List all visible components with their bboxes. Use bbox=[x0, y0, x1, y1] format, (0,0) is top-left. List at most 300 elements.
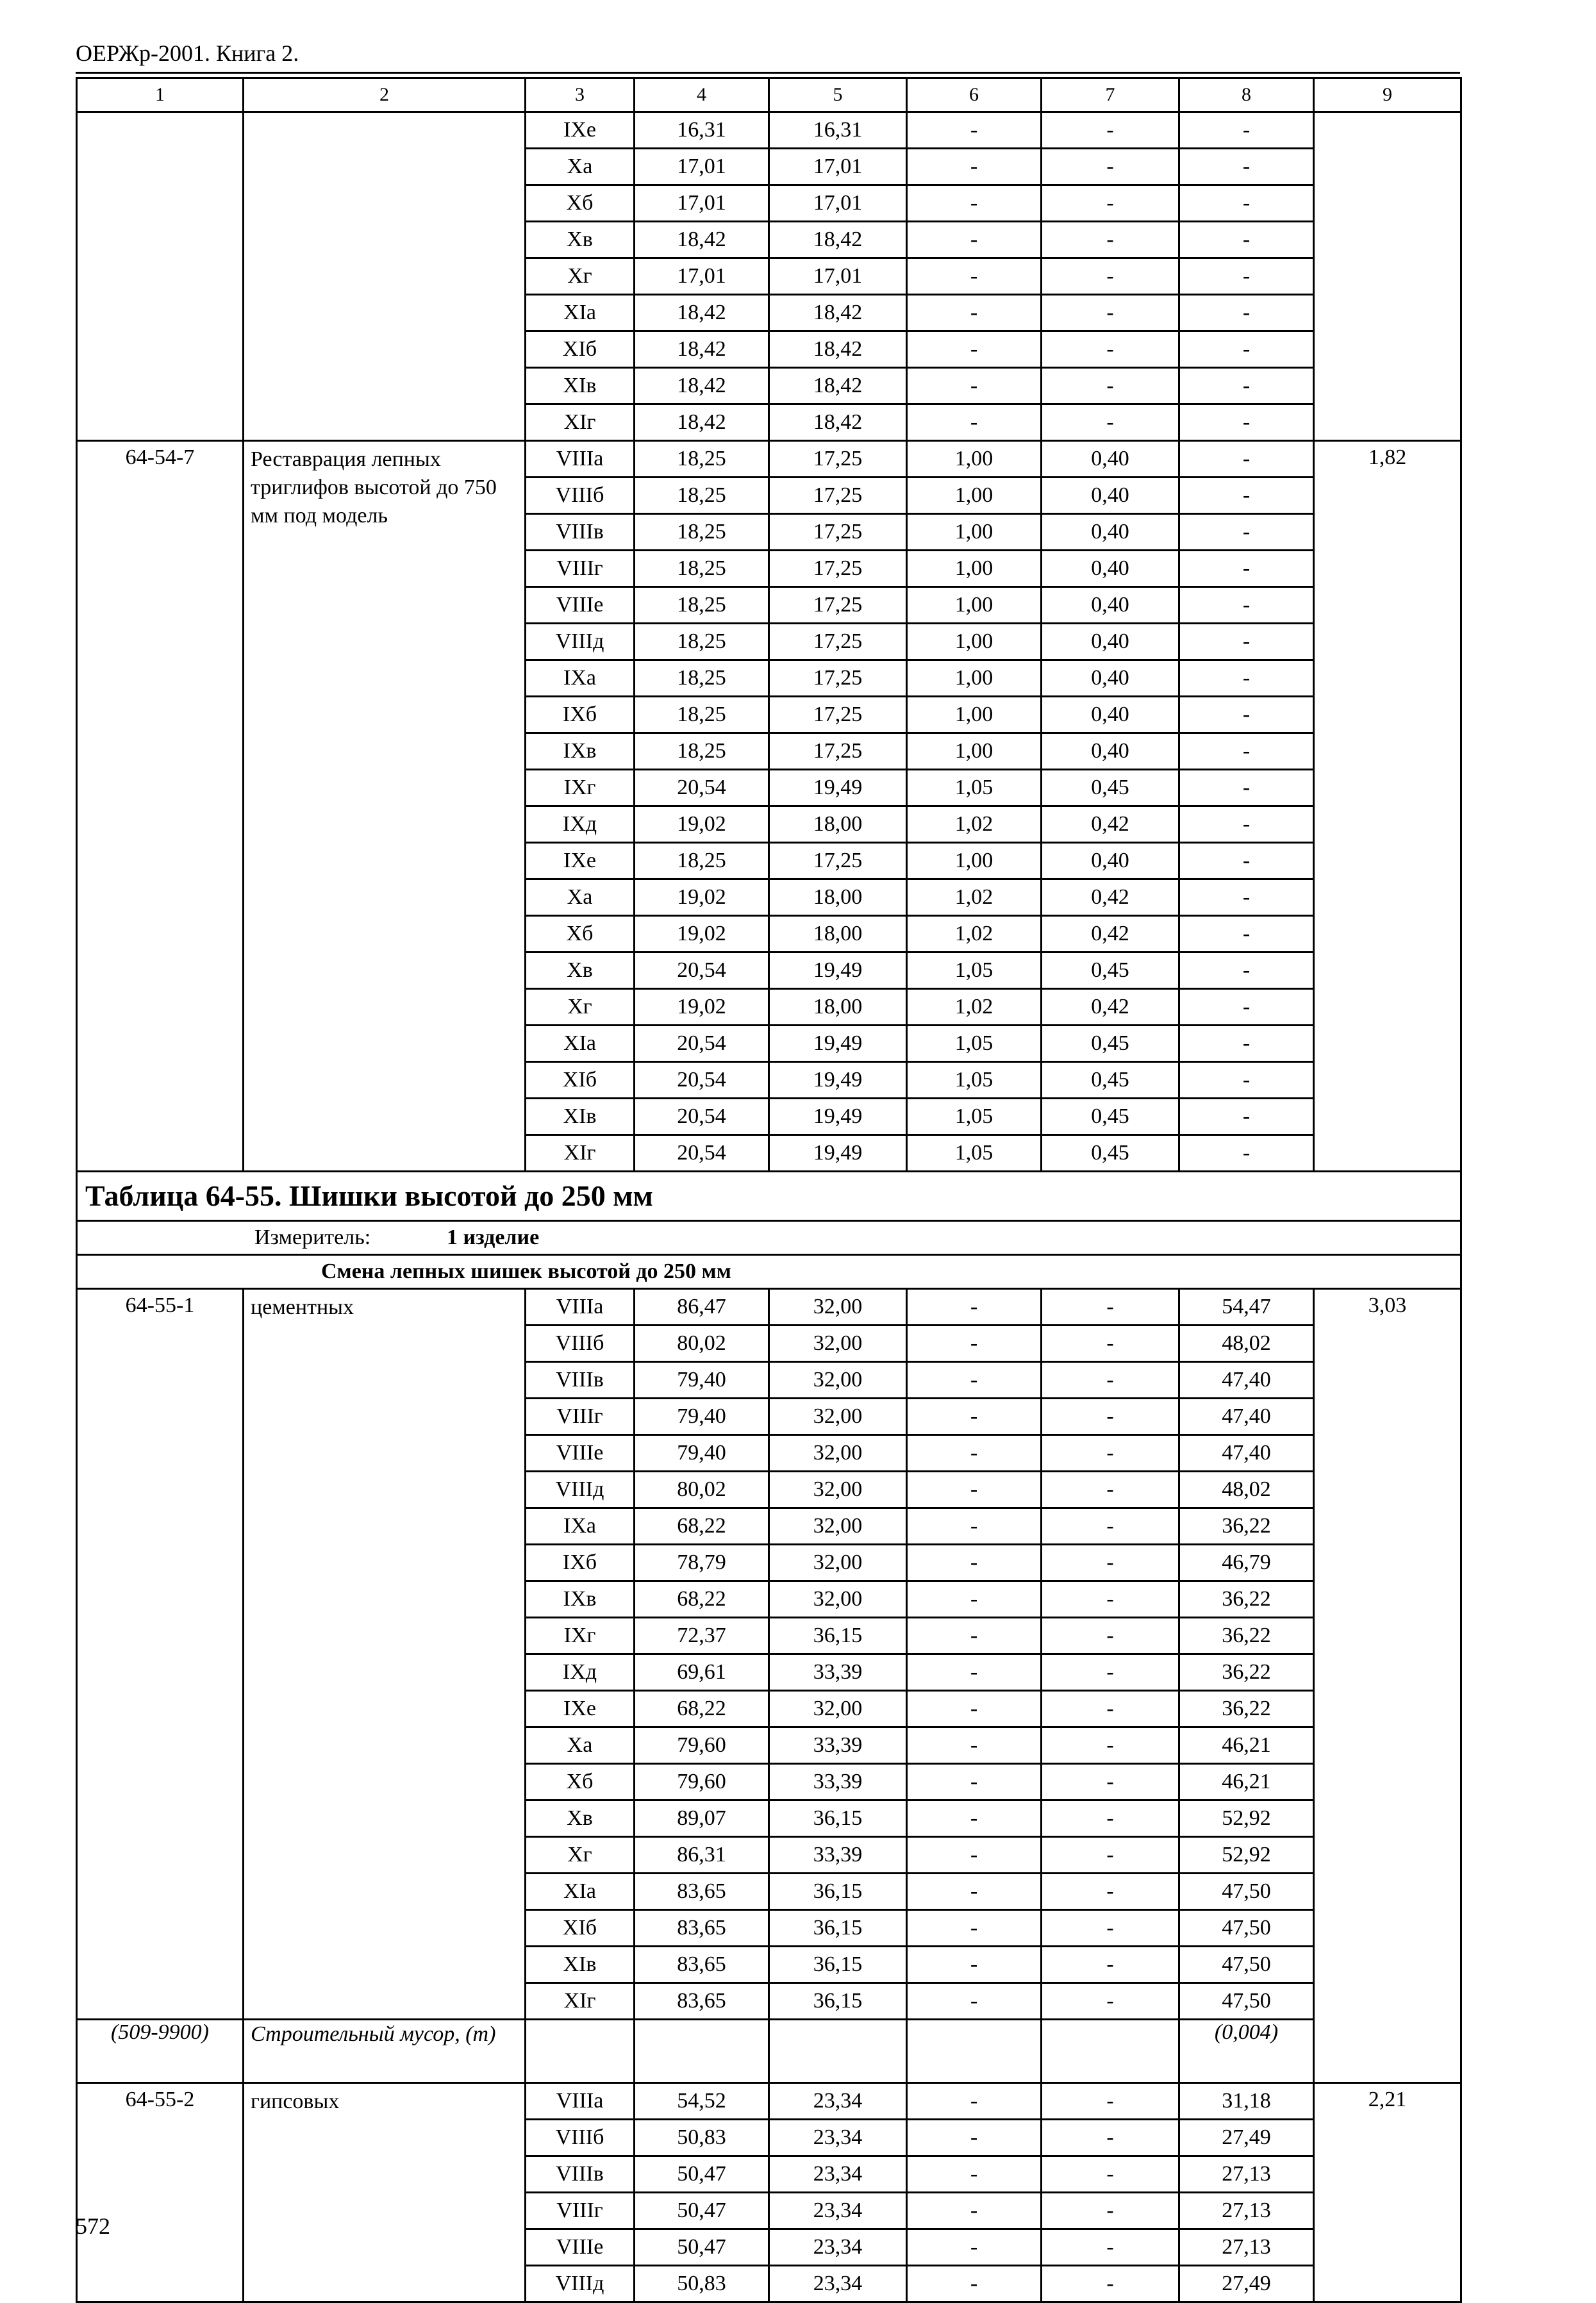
wage-cell: 33,39 bbox=[769, 1837, 907, 1874]
norm-code-cell: 64-55-2 bbox=[77, 2083, 244, 2302]
wage-cell: 33,39 bbox=[769, 1727, 907, 1764]
total-cost-cell: 18,25 bbox=[635, 551, 769, 587]
wage-cell: 18,42 bbox=[769, 295, 907, 331]
machine-cell: - bbox=[907, 149, 1042, 185]
machine-cell: 1,00 bbox=[907, 624, 1042, 660]
materials-cell: 47,40 bbox=[1179, 1362, 1314, 1399]
materials-cell: - bbox=[1179, 1099, 1314, 1135]
materials-cell: 52,92 bbox=[1179, 1837, 1314, 1874]
total-cost-cell: 50,47 bbox=[635, 2156, 769, 2193]
column-number-row bbox=[77, 78, 1461, 112]
wage-cell: 19,49 bbox=[769, 1026, 907, 1062]
machine-cell: 1,02 bbox=[907, 989, 1042, 1026]
machine-cell: - bbox=[907, 185, 1042, 222]
zone-cell: VIIIе bbox=[526, 1435, 635, 1472]
wage-cell: 23,34 bbox=[769, 2266, 907, 2302]
empty-cell bbox=[526, 2020, 635, 2083]
machinist-wage-cell: - bbox=[1042, 1837, 1179, 1874]
wage-cell: 17,25 bbox=[769, 514, 907, 551]
materials-cell: 46,21 bbox=[1179, 1727, 1314, 1764]
machine-cell: - bbox=[907, 1508, 1042, 1545]
meter-cell bbox=[77, 1221, 1461, 1255]
wage-cell: 23,34 bbox=[769, 2156, 907, 2193]
total-cost-cell: 18,25 bbox=[635, 478, 769, 514]
wage-cell: 17,25 bbox=[769, 587, 907, 624]
machinist-wage-cell: - bbox=[1042, 1618, 1179, 1654]
zone-cell: Xа bbox=[526, 879, 635, 916]
zone-cell: VIIIг bbox=[526, 551, 635, 587]
machinist-wage-cell: - bbox=[1042, 149, 1179, 185]
materials-cell: 27,13 bbox=[1179, 2156, 1314, 2193]
empty-cell bbox=[1042, 2020, 1179, 2083]
machinist-wage-cell: 0,40 bbox=[1042, 551, 1179, 587]
total-cost-cell: 68,22 bbox=[635, 1581, 769, 1618]
materials-cell: - bbox=[1179, 112, 1314, 149]
zone-cell: VIIIд bbox=[526, 2266, 635, 2302]
materials-cell: - bbox=[1179, 295, 1314, 331]
empty-cell bbox=[907, 2020, 1042, 2083]
total-cost-cell: 83,65 bbox=[635, 1983, 769, 2020]
zone-cell: IXе bbox=[526, 843, 635, 879]
zone-cell: IXа bbox=[526, 1508, 635, 1545]
materials-cell: 52,92 bbox=[1179, 1800, 1314, 1837]
wage-cell: 18,42 bbox=[769, 222, 907, 258]
machinist-wage-cell: - bbox=[1042, 1764, 1179, 1800]
machine-cell: 1,00 bbox=[907, 660, 1042, 697]
materials-cell: 47,50 bbox=[1179, 1910, 1314, 1947]
machine-cell: 1,00 bbox=[907, 587, 1042, 624]
zone-cell: IXе bbox=[526, 112, 635, 149]
zone-cell: VIIIв bbox=[526, 514, 635, 551]
wage-cell: 17,25 bbox=[769, 733, 907, 770]
materials-cell: - bbox=[1179, 368, 1314, 404]
machinist-wage-cell: - bbox=[1042, 368, 1179, 404]
table-row bbox=[77, 2083, 1461, 2120]
norm-code-cell: 64-54-7 bbox=[77, 441, 244, 1172]
machine-cell: - bbox=[907, 1727, 1042, 1764]
labor-cost-cell bbox=[1314, 112, 1461, 441]
machine-cell: - bbox=[907, 258, 1042, 295]
total-cost-cell: 80,02 bbox=[635, 1326, 769, 1362]
wage-cell: 17,01 bbox=[769, 149, 907, 185]
total-cost-cell: 69,61 bbox=[635, 1654, 769, 1691]
zone-cell: Xб bbox=[526, 1764, 635, 1800]
machine-cell: 1,00 bbox=[907, 514, 1042, 551]
machine-cell: 1,00 bbox=[907, 441, 1042, 478]
total-cost-cell: 20,54 bbox=[635, 1062, 769, 1099]
zone-cell: XIв bbox=[526, 1947, 635, 1983]
machine-cell: - bbox=[907, 1289, 1042, 1326]
machinist-wage-cell: 0,45 bbox=[1042, 1135, 1179, 1172]
total-cost-cell: 50,83 bbox=[635, 2266, 769, 2302]
machine-cell: - bbox=[907, 1910, 1042, 1947]
machinist-wage-cell: - bbox=[1042, 1362, 1179, 1399]
total-cost-cell: 17,01 bbox=[635, 185, 769, 222]
norm-code-cell: 64-55-1 bbox=[77, 1289, 244, 2020]
column-number: 1 bbox=[77, 78, 244, 112]
total-cost-cell: 20,54 bbox=[635, 1135, 769, 1172]
labor-cost-cell: 2,21 bbox=[1314, 2083, 1461, 2302]
wage-cell: 17,01 bbox=[769, 185, 907, 222]
wage-cell: 23,34 bbox=[769, 2083, 907, 2120]
machinist-wage-cell: - bbox=[1042, 1983, 1179, 2020]
wage-cell: 36,15 bbox=[769, 1800, 907, 1837]
header-rule bbox=[76, 72, 1460, 74]
machine-cell: 1,00 bbox=[907, 551, 1042, 587]
zone-cell: VIIIб bbox=[526, 2120, 635, 2156]
materials-cell: 54,47 bbox=[1179, 1289, 1314, 1326]
machinist-wage-cell: - bbox=[1042, 2120, 1179, 2156]
wage-cell: 18,00 bbox=[769, 916, 907, 952]
machinist-wage-cell: - bbox=[1042, 1289, 1179, 1326]
wage-cell: 36,15 bbox=[769, 1618, 907, 1654]
zone-cell: VIIIа bbox=[526, 441, 635, 478]
machine-cell: - bbox=[907, 1800, 1042, 1837]
machine-cell: 1,05 bbox=[907, 952, 1042, 989]
column-number: 2 bbox=[244, 78, 526, 112]
wage-cell: 36,15 bbox=[769, 1983, 907, 2020]
machinist-wage-cell: - bbox=[1042, 1874, 1179, 1910]
machine-cell: - bbox=[907, 1983, 1042, 2020]
total-cost-cell: 18,25 bbox=[635, 843, 769, 879]
machine-cell: - bbox=[907, 331, 1042, 368]
total-cost-cell: 19,02 bbox=[635, 879, 769, 916]
materials-cell: - bbox=[1179, 806, 1314, 843]
machine-cell: - bbox=[907, 2120, 1042, 2156]
machinist-wage-cell: - bbox=[1042, 2156, 1179, 2193]
machine-cell: 1,00 bbox=[907, 697, 1042, 733]
total-cost-cell: 16,31 bbox=[635, 112, 769, 149]
machine-cell: - bbox=[907, 1947, 1042, 1983]
machinist-wage-cell: 0,40 bbox=[1042, 514, 1179, 551]
machinist-wage-cell: 0,42 bbox=[1042, 806, 1179, 843]
wage-cell: 17,25 bbox=[769, 843, 907, 879]
machine-cell: - bbox=[907, 1326, 1042, 1362]
labor-cost-cell: 1,82 bbox=[1314, 441, 1461, 1172]
machinist-wage-cell: - bbox=[1042, 2193, 1179, 2229]
zone-cell: XIг bbox=[526, 404, 635, 441]
zone-cell: XIб bbox=[526, 331, 635, 368]
total-cost-cell: 54,52 bbox=[635, 2083, 769, 2120]
table-title-row bbox=[77, 1172, 1461, 1221]
zone-cell: IXг bbox=[526, 1618, 635, 1654]
zone-cell: Xг bbox=[526, 1837, 635, 1874]
machine-cell: - bbox=[907, 1399, 1042, 1435]
norms-table bbox=[76, 77, 1462, 2303]
machinist-wage-cell: 0,45 bbox=[1042, 1026, 1179, 1062]
materials-cell: - bbox=[1179, 258, 1314, 295]
wage-cell: 17,25 bbox=[769, 660, 907, 697]
wage-cell: 16,31 bbox=[769, 112, 907, 149]
machinist-wage-cell: - bbox=[1042, 1581, 1179, 1618]
debris-name-cell: Строительный мусор, (т) bbox=[244, 2020, 526, 2083]
materials-cell: - bbox=[1179, 733, 1314, 770]
wage-cell: 32,00 bbox=[769, 1289, 907, 1326]
wage-cell: 19,49 bbox=[769, 952, 907, 989]
zone-cell: XIа bbox=[526, 1026, 635, 1062]
total-cost-cell: 83,65 bbox=[635, 1947, 769, 1983]
zone-cell: IXб bbox=[526, 697, 635, 733]
zone-cell: Xа bbox=[526, 1727, 635, 1764]
total-cost-cell: 72,37 bbox=[635, 1618, 769, 1654]
total-cost-cell: 79,60 bbox=[635, 1727, 769, 1764]
materials-cell: - bbox=[1179, 1062, 1314, 1099]
wage-cell: 17,25 bbox=[769, 441, 907, 478]
machine-cell: - bbox=[907, 1691, 1042, 1727]
zone-cell: Xв bbox=[526, 222, 635, 258]
materials-cell: 36,22 bbox=[1179, 1618, 1314, 1654]
zone-cell: XIв bbox=[526, 1099, 635, 1135]
zone-cell: VIIIе bbox=[526, 2229, 635, 2266]
wage-cell: 36,15 bbox=[769, 1910, 907, 1947]
wage-cell: 18,00 bbox=[769, 879, 907, 916]
total-cost-cell: 20,54 bbox=[635, 952, 769, 989]
zone-cell: VIIIд bbox=[526, 1472, 635, 1508]
machine-cell: - bbox=[907, 1435, 1042, 1472]
materials-cell: 46,79 bbox=[1179, 1545, 1314, 1581]
labor-cost-cell: 3,03 bbox=[1314, 1289, 1461, 2083]
wage-cell: 32,00 bbox=[769, 1399, 907, 1435]
section-row bbox=[77, 1255, 1461, 1289]
machinist-wage-cell: - bbox=[1042, 1727, 1179, 1764]
materials-cell: 36,22 bbox=[1179, 1691, 1314, 1727]
total-cost-cell: 17,01 bbox=[635, 258, 769, 295]
zone-cell: IXд bbox=[526, 806, 635, 843]
machinist-wage-cell: - bbox=[1042, 1800, 1179, 1837]
machine-cell: - bbox=[907, 1764, 1042, 1800]
materials-cell: 47,40 bbox=[1179, 1435, 1314, 1472]
zone-cell: XIа bbox=[526, 1874, 635, 1910]
zone-cell: XIб bbox=[526, 1910, 635, 1947]
column-number: 6 bbox=[907, 78, 1042, 112]
column-number: 3 bbox=[526, 78, 635, 112]
wage-cell: 17,01 bbox=[769, 258, 907, 295]
total-cost-cell: 50,47 bbox=[635, 2193, 769, 2229]
total-cost-cell: 18,25 bbox=[635, 514, 769, 551]
table-row bbox=[77, 112, 1461, 149]
section-title: Смена лепных шишек высотой до 250 мм bbox=[77, 1255, 1461, 1289]
machine-cell: - bbox=[907, 368, 1042, 404]
table-row bbox=[77, 441, 1461, 478]
machinist-wage-cell: - bbox=[1042, 1399, 1179, 1435]
machinist-wage-cell: 0,40 bbox=[1042, 587, 1179, 624]
machine-cell: 1,05 bbox=[907, 1099, 1042, 1135]
empty-cell bbox=[635, 2020, 769, 2083]
materials-cell: 47,50 bbox=[1179, 1983, 1314, 2020]
materials-cell: 27,13 bbox=[1179, 2193, 1314, 2229]
norm-name-cell: Реставрация лепных триглифов высотой до 750 мм под модель bbox=[244, 441, 526, 1172]
machinist-wage-cell: - bbox=[1042, 295, 1179, 331]
zone-cell: Xа bbox=[526, 149, 635, 185]
materials-cell: - bbox=[1179, 587, 1314, 624]
table-title: Таблица 64-55. Шишки высотой до 250 мм bbox=[77, 1172, 1461, 1221]
wage-cell: 19,49 bbox=[769, 1135, 907, 1172]
machinist-wage-cell: - bbox=[1042, 222, 1179, 258]
zone-cell: XIб bbox=[526, 1062, 635, 1099]
materials-cell: - bbox=[1179, 843, 1314, 879]
total-cost-cell: 18,42 bbox=[635, 368, 769, 404]
zone-cell: VIIIб bbox=[526, 478, 635, 514]
machinist-wage-cell: - bbox=[1042, 404, 1179, 441]
materials-cell: - bbox=[1179, 770, 1314, 806]
wage-cell: 17,25 bbox=[769, 551, 907, 587]
machinist-wage-cell: 0,45 bbox=[1042, 1099, 1179, 1135]
machine-cell: - bbox=[907, 1654, 1042, 1691]
machinist-wage-cell: - bbox=[1042, 258, 1179, 295]
column-number: 8 bbox=[1179, 78, 1314, 112]
wage-cell: 18,00 bbox=[769, 989, 907, 1026]
materials-cell: - bbox=[1179, 478, 1314, 514]
machine-cell: 1,02 bbox=[907, 806, 1042, 843]
machinist-wage-cell: 0,40 bbox=[1042, 733, 1179, 770]
zone-cell: VIIIг bbox=[526, 2193, 635, 2229]
zone-cell: IXв bbox=[526, 1581, 635, 1618]
zone-cell: IXг bbox=[526, 770, 635, 806]
debris-code-cell: (509-9900) bbox=[77, 2020, 244, 2083]
machine-cell: - bbox=[907, 222, 1042, 258]
machine-cell: - bbox=[907, 2229, 1042, 2266]
machinist-wage-cell: - bbox=[1042, 1472, 1179, 1508]
materials-cell: 47,50 bbox=[1179, 1947, 1314, 1983]
wage-cell: 18,42 bbox=[769, 404, 907, 441]
total-cost-cell: 18,25 bbox=[635, 660, 769, 697]
machinist-wage-cell: 0,40 bbox=[1042, 843, 1179, 879]
machinist-wage-cell: 0,40 bbox=[1042, 478, 1179, 514]
total-cost-cell: 83,65 bbox=[635, 1910, 769, 1947]
machine-cell: 1,05 bbox=[907, 770, 1042, 806]
zone-cell: Xг bbox=[526, 258, 635, 295]
document-header: ОЕРЖр-2001. Книга 2. bbox=[76, 40, 299, 66]
meter-label: Измеритель: bbox=[254, 1226, 371, 1249]
norm-name-cell: гипсовых bbox=[244, 2083, 526, 2302]
machine-cell: 1,05 bbox=[907, 1135, 1042, 1172]
machinist-wage-cell: - bbox=[1042, 1435, 1179, 1472]
wage-cell: 23,34 bbox=[769, 2229, 907, 2266]
machine-cell: 1,00 bbox=[907, 733, 1042, 770]
machinist-wage-cell: - bbox=[1042, 331, 1179, 368]
total-cost-cell: 78,79 bbox=[635, 1545, 769, 1581]
machinist-wage-cell: 0,45 bbox=[1042, 770, 1179, 806]
machine-cell: - bbox=[907, 1545, 1042, 1581]
total-cost-cell: 18,42 bbox=[635, 404, 769, 441]
zone-cell: VIIIб bbox=[526, 1326, 635, 1362]
wage-cell: 32,00 bbox=[769, 1472, 907, 1508]
machinist-wage-cell: - bbox=[1042, 1326, 1179, 1362]
column-number: 9 bbox=[1314, 78, 1461, 112]
materials-cell: - bbox=[1179, 1135, 1314, 1172]
norm-code-cell bbox=[77, 112, 244, 441]
zone-cell: IXа bbox=[526, 660, 635, 697]
wage-cell: 32,00 bbox=[769, 1362, 907, 1399]
zone-cell: IXд bbox=[526, 1654, 635, 1691]
wage-cell: 23,34 bbox=[769, 2193, 907, 2229]
total-cost-cell: 18,25 bbox=[635, 587, 769, 624]
zone-cell: XIг bbox=[526, 1983, 635, 2020]
total-cost-cell: 20,54 bbox=[635, 1099, 769, 1135]
total-cost-cell: 68,22 bbox=[635, 1691, 769, 1727]
machine-cell: - bbox=[907, 2193, 1042, 2229]
machine-cell: 1,00 bbox=[907, 843, 1042, 879]
machinist-wage-cell: 0,42 bbox=[1042, 916, 1179, 952]
machinist-wage-cell: - bbox=[1042, 1910, 1179, 1947]
materials-cell: 47,40 bbox=[1179, 1399, 1314, 1435]
total-cost-cell: 18,42 bbox=[635, 295, 769, 331]
materials-cell: - bbox=[1179, 441, 1314, 478]
zone-cell: VIIIв bbox=[526, 2156, 635, 2193]
materials-cell: - bbox=[1179, 331, 1314, 368]
wage-cell: 32,00 bbox=[769, 1508, 907, 1545]
wage-cell: 19,49 bbox=[769, 1062, 907, 1099]
machine-cell: - bbox=[907, 295, 1042, 331]
wage-cell: 18,00 bbox=[769, 806, 907, 843]
empty-cell bbox=[769, 2020, 907, 2083]
total-cost-cell: 68,22 bbox=[635, 1508, 769, 1545]
materials-cell: 27,49 bbox=[1179, 2120, 1314, 2156]
wage-cell: 17,25 bbox=[769, 697, 907, 733]
wage-cell: 19,49 bbox=[769, 1099, 907, 1135]
wage-cell: 17,25 bbox=[769, 624, 907, 660]
total-cost-cell: 86,47 bbox=[635, 1289, 769, 1326]
page-number: 572 bbox=[76, 2213, 110, 2239]
machinist-wage-cell: - bbox=[1042, 2266, 1179, 2302]
zone-cell: XIг bbox=[526, 1135, 635, 1172]
machine-cell: - bbox=[907, 1837, 1042, 1874]
machinist-wage-cell: - bbox=[1042, 1508, 1179, 1545]
materials-cell: - bbox=[1179, 404, 1314, 441]
machine-cell: - bbox=[907, 2266, 1042, 2302]
wage-cell: 32,00 bbox=[769, 1326, 907, 1362]
materials-cell: - bbox=[1179, 989, 1314, 1026]
zone-cell: Xв bbox=[526, 952, 635, 989]
total-cost-cell: 18,42 bbox=[635, 222, 769, 258]
materials-cell: - bbox=[1179, 1026, 1314, 1062]
machine-cell: - bbox=[907, 1472, 1042, 1508]
zone-cell: Xб bbox=[526, 185, 635, 222]
wage-cell: 32,00 bbox=[769, 1691, 907, 1727]
total-cost-cell: 79,40 bbox=[635, 1435, 769, 1472]
machine-cell: - bbox=[907, 112, 1042, 149]
zone-cell: XIа bbox=[526, 295, 635, 331]
machinist-wage-cell: 0,45 bbox=[1042, 952, 1179, 989]
zone-cell: Xв bbox=[526, 1800, 635, 1837]
total-cost-cell: 89,07 bbox=[635, 1800, 769, 1837]
materials-cell: 48,02 bbox=[1179, 1472, 1314, 1508]
materials-cell: - bbox=[1179, 952, 1314, 989]
machinist-wage-cell: - bbox=[1042, 185, 1179, 222]
wage-cell: 17,25 bbox=[769, 478, 907, 514]
zone-cell: Xб bbox=[526, 916, 635, 952]
machinist-wage-cell: - bbox=[1042, 112, 1179, 149]
total-cost-cell: 86,31 bbox=[635, 1837, 769, 1874]
materials-cell: - bbox=[1179, 879, 1314, 916]
total-cost-cell: 18,25 bbox=[635, 441, 769, 478]
materials-cell: 36,22 bbox=[1179, 1654, 1314, 1691]
materials-cell: - bbox=[1179, 222, 1314, 258]
machine-cell: 1,05 bbox=[907, 1062, 1042, 1099]
machine-cell: - bbox=[907, 2156, 1042, 2193]
materials-cell: 46,21 bbox=[1179, 1764, 1314, 1800]
wage-cell: 32,00 bbox=[769, 1435, 907, 1472]
zone-cell: IXб bbox=[526, 1545, 635, 1581]
materials-cell: 27,49 bbox=[1179, 2266, 1314, 2302]
wage-cell: 36,15 bbox=[769, 1947, 907, 1983]
zone-cell: IXе bbox=[526, 1691, 635, 1727]
zone-cell: XIв bbox=[526, 368, 635, 404]
zone-cell: VIIIе bbox=[526, 587, 635, 624]
machinist-wage-cell: - bbox=[1042, 2083, 1179, 2120]
zone-cell: IXв bbox=[526, 733, 635, 770]
materials-cell: 47,50 bbox=[1179, 1874, 1314, 1910]
